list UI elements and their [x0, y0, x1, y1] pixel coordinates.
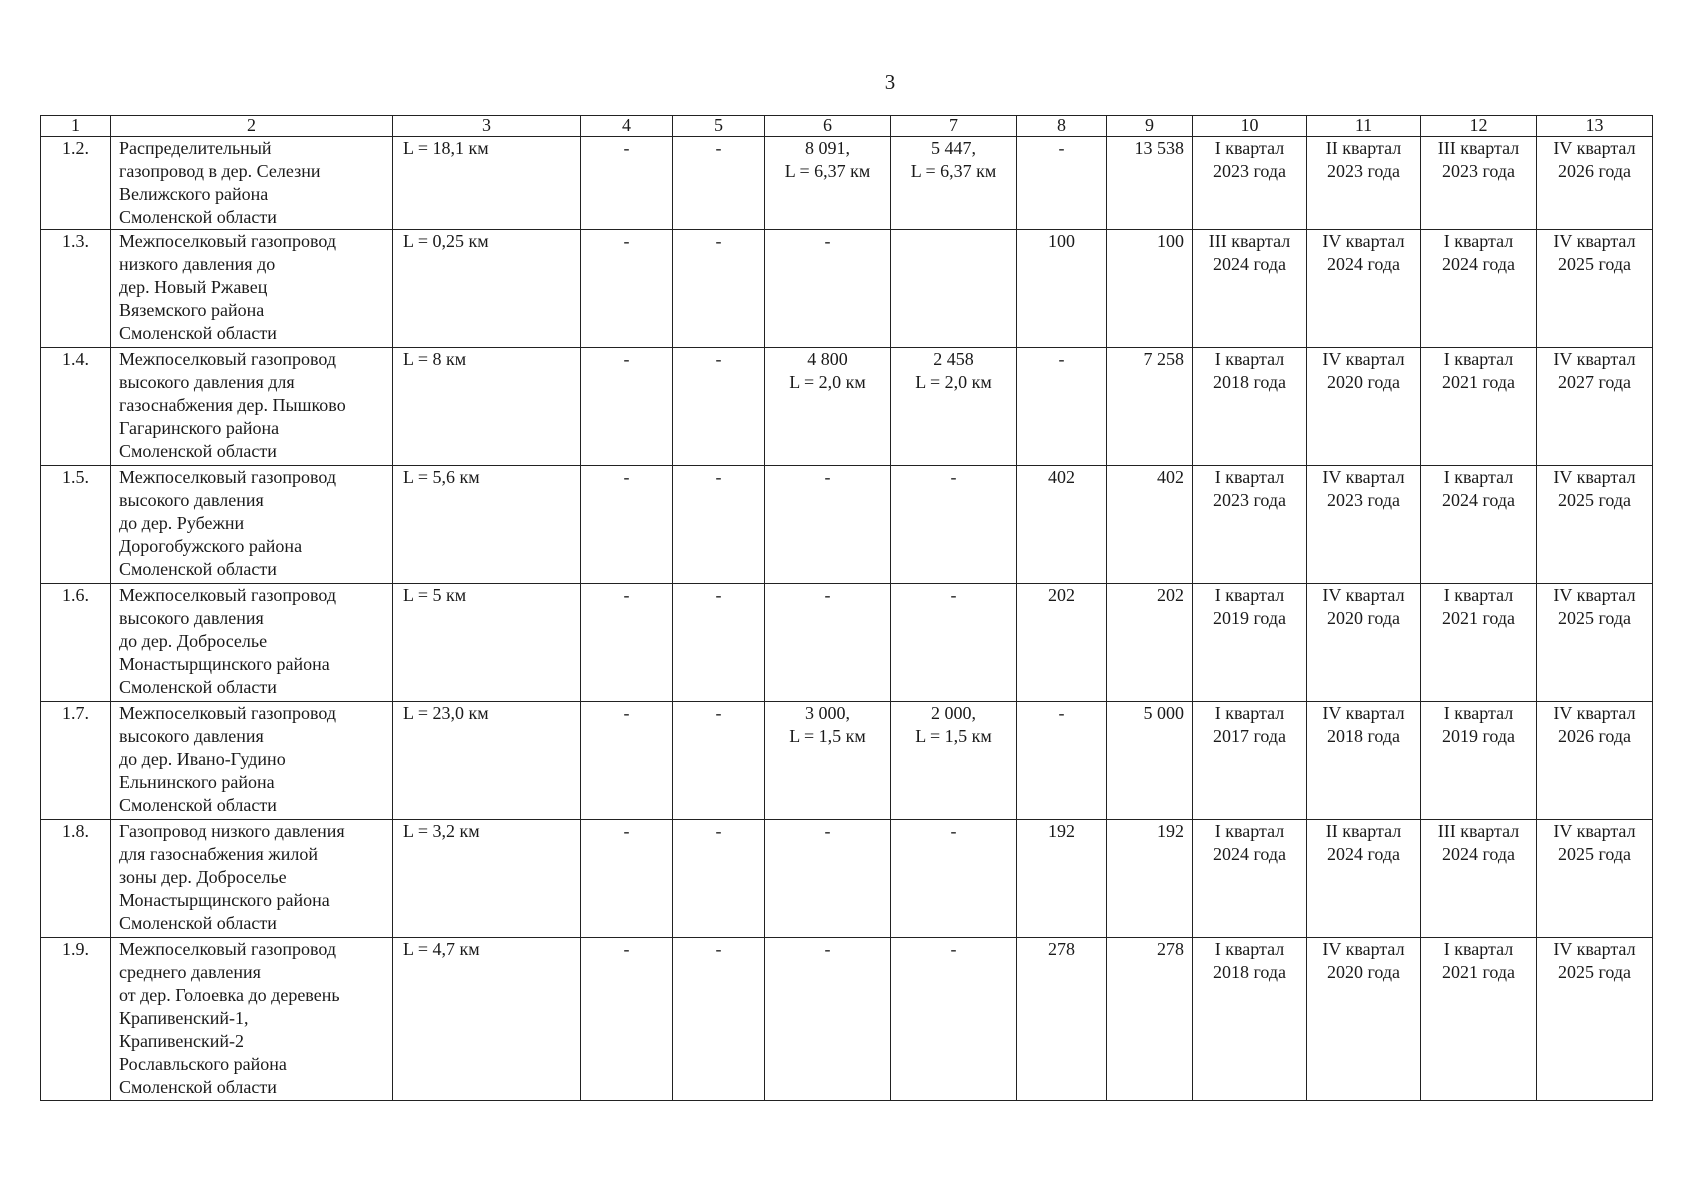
table-cell: - — [673, 702, 765, 820]
table-row — [41, 466, 1653, 584]
row-number: 1.6. — [41, 584, 111, 702]
column-header: 5 — [673, 116, 765, 137]
table-cell: - — [673, 820, 765, 938]
quarter-cell: IV квартал 2020 года — [1307, 584, 1421, 702]
quarter-cell: IV квартал 2026 года — [1537, 702, 1653, 820]
row-number: 1.8. — [41, 820, 111, 938]
object-name: Межпоселковый газопровод высокого давления для газоснабжения дер. Пышково Гагаринского района Смоленской области — [111, 348, 393, 466]
table-cell: - — [891, 820, 1017, 938]
table-cell: - — [891, 938, 1017, 1101]
table-cell: - — [673, 466, 765, 584]
table-cell: - — [1017, 137, 1107, 230]
quarter-cell: III квартал 2023 года — [1421, 137, 1537, 230]
table-cell: 402 — [1107, 466, 1193, 584]
row-number: 1.4. — [41, 348, 111, 466]
column-header: 1 — [41, 116, 111, 137]
quarter-cell: I квартал 2018 года — [1193, 938, 1307, 1101]
table-row — [41, 702, 1653, 820]
quarter-cell: I квартал 2023 года — [1193, 137, 1307, 230]
object-name: Межпоселковый газопровод среднего давления от дер. Голоевка до деревень Крапивенский-1, Крапивенский-2 Рославльского района Смоленской области — [111, 938, 393, 1101]
length-cell: L = 3,2 км — [393, 820, 581, 938]
quarter-cell: IV квартал 2020 года — [1307, 348, 1421, 466]
row-number: 1.2. — [41, 137, 111, 230]
column-header: 12 — [1421, 116, 1537, 137]
table-cell: - — [765, 820, 891, 938]
table-row — [41, 348, 1653, 466]
quarter-cell: III квартал 2024 года — [1193, 230, 1307, 348]
table-cell: - — [581, 466, 673, 584]
table-cell: - — [581, 584, 673, 702]
table-cell: - — [581, 137, 673, 230]
table-cell — [891, 230, 1017, 348]
quarter-cell: III квартал 2024 года — [1421, 820, 1537, 938]
table-row — [41, 137, 1653, 230]
object-name: Межпоселковый газопровод высокого давления до дер. Доброселье Монастырщинского района Смоленской области — [111, 584, 393, 702]
quarter-cell: IV квартал 2026 года — [1537, 137, 1653, 230]
table-cell: 192 — [1107, 820, 1193, 938]
row-number: 1.9. — [41, 938, 111, 1101]
quarter-cell: I квартал 2017 года — [1193, 702, 1307, 820]
table-cell: 2 458 L = 2,0 км — [891, 348, 1017, 466]
column-header: 6 — [765, 116, 891, 137]
quarter-cell: I квартал 2019 года — [1193, 584, 1307, 702]
table-cell: 202 — [1017, 584, 1107, 702]
quarter-cell: IV квартал 2020 года — [1307, 938, 1421, 1101]
table-cell: - — [581, 820, 673, 938]
table-cell: - — [581, 230, 673, 348]
column-header: 3 — [393, 116, 581, 137]
gasification-table — [40, 115, 1653, 1101]
quarter-cell: IV квартал 2025 года — [1537, 466, 1653, 584]
column-header: 2 — [111, 116, 393, 137]
row-number: 1.5. — [41, 466, 111, 584]
page-number: 3 — [884, 70, 896, 94]
table-cell: - — [891, 584, 1017, 702]
row-number: 1.3. — [41, 230, 111, 348]
table-cell: - — [581, 702, 673, 820]
table-row — [41, 938, 1653, 1101]
quarter-cell: II квартал 2024 года — [1307, 820, 1421, 938]
length-cell: L = 5,6 км — [393, 466, 581, 584]
column-header: 13 — [1537, 116, 1653, 137]
table-cell: - — [673, 348, 765, 466]
table-cell: - — [765, 466, 891, 584]
column-header: 10 — [1193, 116, 1307, 137]
quarter-cell: IV квартал 2023 года — [1307, 466, 1421, 584]
table-cell: - — [673, 230, 765, 348]
table-cell: 278 — [1017, 938, 1107, 1101]
quarter-cell: I квартал 2019 года — [1421, 702, 1537, 820]
quarter-cell: IV квартал 2027 года — [1537, 348, 1653, 466]
table-cell: - — [581, 348, 673, 466]
table-cell: 5 447, L = 6,37 км — [891, 137, 1017, 230]
column-header: 4 — [581, 116, 673, 137]
table-cell: - — [581, 938, 673, 1101]
quarter-cell: IV квартал 2025 года — [1537, 820, 1653, 938]
object-name: Газопровод низкого давления для газоснабжения жилой зоны дер. Доброселье Монастырщинского района Смоленской области — [111, 820, 393, 938]
table-cell: 402 — [1017, 466, 1107, 584]
table-cell: 100 — [1017, 230, 1107, 348]
table-cell: - — [673, 938, 765, 1101]
table-cell: - — [765, 584, 891, 702]
quarter-cell: I квартал 2023 года — [1193, 466, 1307, 584]
length-cell: L = 8 км — [393, 348, 581, 466]
table-cell: - — [673, 584, 765, 702]
quarter-cell: IV квартал 2025 года — [1537, 584, 1653, 702]
object-name: Межпоселковый газопровод высокого давления до дер. Рубежни Дорогобужского района Смоленской области — [111, 466, 393, 584]
table-cell: - — [1017, 702, 1107, 820]
table-row — [41, 584, 1653, 702]
table-cell: - — [765, 938, 891, 1101]
table-cell: 100 — [1107, 230, 1193, 348]
length-cell: L = 18,1 км — [393, 137, 581, 230]
object-name: Распределительный газопровод в дер. Селезни Велижского района Смоленской области — [111, 137, 393, 230]
table-cell: 192 — [1017, 820, 1107, 938]
length-cell: L = 5 км — [393, 584, 581, 702]
table-cell: - — [891, 466, 1017, 584]
table-cell: 8 091, L = 6,37 км — [765, 137, 891, 230]
table-cell: 13 538 — [1107, 137, 1193, 230]
table-cell: - — [765, 230, 891, 348]
length-cell: L = 4,7 км — [393, 938, 581, 1101]
row-number: 1.7. — [41, 702, 111, 820]
table-cell: 5 000 — [1107, 702, 1193, 820]
quarter-cell: I квартал 2024 года — [1421, 230, 1537, 348]
quarter-cell: IV квартал 2025 года — [1537, 230, 1653, 348]
quarter-cell: I квартал 2021 года — [1421, 348, 1537, 466]
quarter-cell: IV квартал 2024 года — [1307, 230, 1421, 348]
quarter-cell: II квартал 2023 года — [1307, 137, 1421, 230]
length-cell: L = 23,0 км — [393, 702, 581, 820]
table-row — [41, 820, 1653, 938]
length-cell: L = 0,25 км — [393, 230, 581, 348]
object-name: Межпоселковый газопровод низкого давления до дер. Новый Ржавец Вяземского района Смоленской области — [111, 230, 393, 348]
quarter-cell: I квартал 2024 года — [1421, 466, 1537, 584]
column-header: 11 — [1307, 116, 1421, 137]
quarter-cell: IV квартал 2025 года — [1537, 938, 1653, 1101]
column-header: 9 — [1107, 116, 1193, 137]
table-cell: 278 — [1107, 938, 1193, 1101]
object-name: Межпоселковый газопровод высокого давления до дер. Ивано-Гудино Ельнинского района Смоленской области — [111, 702, 393, 820]
quarter-cell: IV квартал 2018 года — [1307, 702, 1421, 820]
table-cell: - — [1017, 348, 1107, 466]
table-cell: - — [673, 137, 765, 230]
header-row — [41, 116, 1653, 137]
column-header: 8 — [1017, 116, 1107, 137]
table-row — [41, 230, 1653, 348]
quarter-cell: I квартал 2021 года — [1421, 938, 1537, 1101]
quarter-cell: I квартал 2024 года — [1193, 820, 1307, 938]
table-cell: 4 800 L = 2,0 км — [765, 348, 891, 466]
quarter-cell: I квартал 2021 года — [1421, 584, 1537, 702]
quarter-cell: I квартал 2018 года — [1193, 348, 1307, 466]
table-cell: 3 000, L = 1,5 км — [765, 702, 891, 820]
table-cell: 7 258 — [1107, 348, 1193, 466]
column-header: 7 — [891, 116, 1017, 137]
table-cell: 202 — [1107, 584, 1193, 702]
table-cell: 2 000, L = 1,5 км — [891, 702, 1017, 820]
